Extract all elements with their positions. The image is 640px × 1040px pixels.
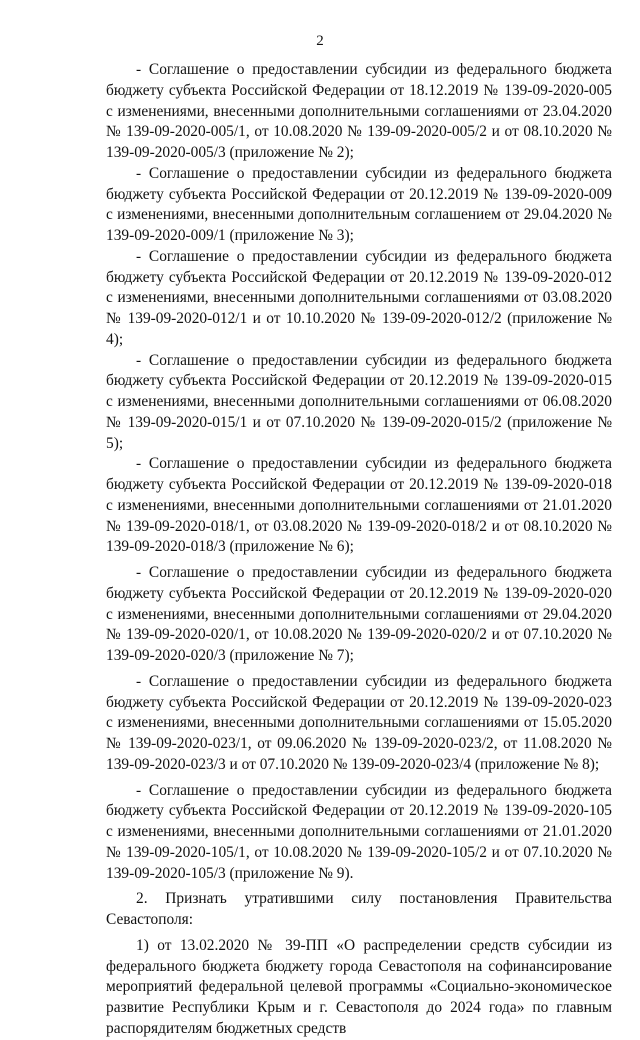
agreement-paragraph-appendix-4: - Соглашение о предоставлении субсидии из федерального бюджета бюджету субъекта Российской Федерации от 20.12.2019 № 139-09-2020-012 с изменениями, внесенными дополнительными соглашениями от 03.08.2020 № 139-09-2020-012/1 и от 10.10.2020 № 139-09-2020-012/2 (приложение № 4); — [106, 247, 612, 348]
agreement-paragraph-appendix-2: - Соглашение о предоставлении субсидии из федерального бюджета бюджету субъекта Российской Федерации от 18.12.2019 № 139-09-2020-005 с изменениями, внесенными дополнительными соглашениями от 23.04.2020 № 139-09-2020-005/1, от 10.08.2020 № 139-09-2020-005/2 и от 08.10.2020 № 139-09-2020-005/3 (приложение № 2); — [106, 61, 612, 161]
clause-2-item-1-paragraph: 1) от 13.02.2020 № 39-ПП «О распределении средств субсидии из федерального бюджета бюджету города Севастополя на софинансирование мероприятий федеральной целевой программы «Социально-экономическое развитие Республики Крым и г. Севастополя до 2024 года» по главным распорядителям бюджетных средств — [106, 936, 612, 1037]
agreement-paragraph-appendix-9: - Соглашение о предоставлении субсидии из федерального бюджета бюджету субъекта Российской Федерации от 20.12.2019 № 139-09-2020-105 с изменениями, внесенными дополнительными соглашениями от 21.01.2020 № 139-09-2020-105/1, от 10.08.2020 № 139-09-2020-105/2 и от 07.10.2020 № 139-09-2020-105/3 (приложение № 9). — [106, 781, 612, 882]
page-number: 2 — [316, 33, 324, 49]
agreement-paragraph-appendix-6: - Соглашение о предоставлении субсидии из федерального бюджета бюджету субъекта Российской Федерации от 20.12.2019 № 139-09-2020-018 с изменениями, внесенными дополнительными соглашениями от 21.01.2020 № 139-09-2020-018/1, от 03.08.2020 № 139-09-2020-018/2 и от 08.10.2020 № 139-09-2020-018/3 (приложение № 6); — [106, 455, 612, 556]
agreement-paragraph-appendix-3: - Соглашение о предоставлении субсидии из федерального бюджета бюджету субъекта Российской Федерации от 20.12.2019 № 139-09-2020-009 с изменениями, внесенными дополнительным соглашением от 29.04.2020 № 139-09-2020-009/1 (приложение № 3); — [106, 164, 612, 244]
clause-2-repeal-paragraph: 2. Признать утратившими силу постановления Правительства Севастополя: — [106, 890, 612, 928]
agreement-paragraph-appendix-8: - Соглашение о предоставлении субсидии из федерального бюджета бюджету субъекта Российской Федерации от 20.12.2019 № 139-09-2020-023 с изменениями, внесенными дополнительными соглашениями от 15.05.2020 № 139-09-2020-023/1, от 09.06.2020 № 139-09-2020-023/2, от 11.08.2020 № 139-09-2020-023/3 и от 07.10.2020 № 139-09-2020-023/4 (приложение № 8); — [106, 672, 612, 773]
agreement-paragraph-appendix-7: - Соглашение о предоставлении субсидии из федерального бюджета бюджету субъекта Российской Федерации от 20.12.2019 № 139-09-2020-020 с изменениями, внесенными дополнительными соглашениями от 29.04.2020 № 139-09-2020-020/1, от 10.08.2020 № 139-09-2020-020/2 и от 07.10.2020 № 139-09-2020-020/3 (приложение № 7); — [106, 564, 612, 664]
agreement-paragraph-appendix-5: - Соглашение о предоставлении субсидии из федерального бюджета бюджету субъекта Российской Федерации от 20.12.2019 № 139-09-2020-015 с изменениями, внесенными дополнительными соглашениями от 06.08.2020 № 139-09-2020-015/1 и от 07.10.2020 № 139-09-2020-015/2 (приложение № 5); — [106, 351, 612, 452]
document-body — [106, 60, 612, 1040]
